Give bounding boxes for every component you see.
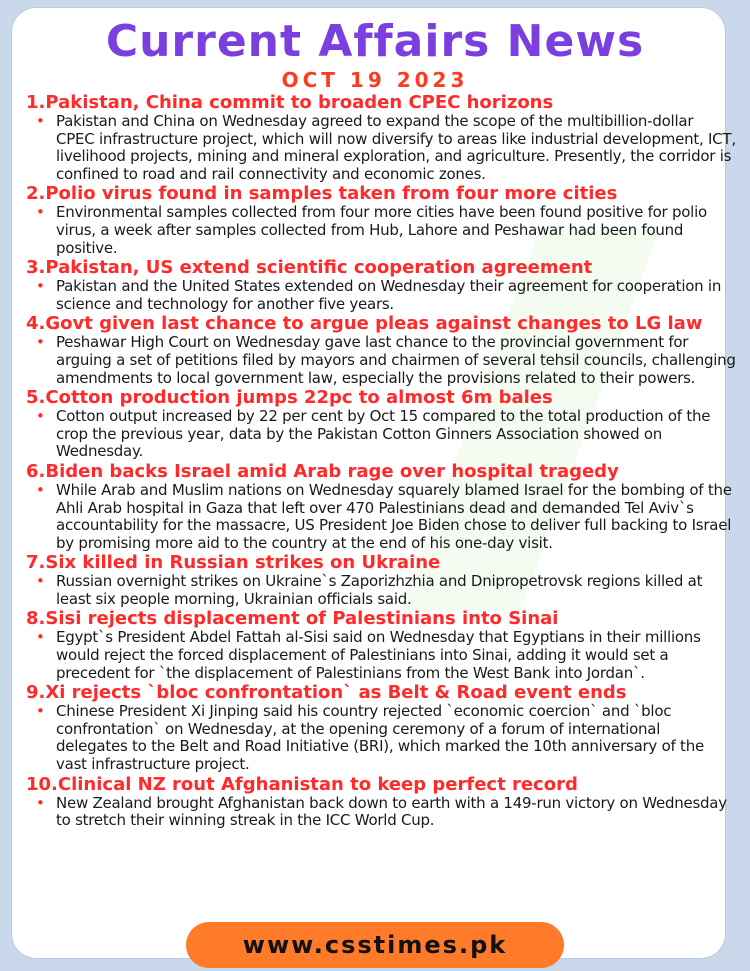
news-headline: 4.Govt given last chance to argue pleas against changes to LG law <box>26 313 703 335</box>
news-summary-text: Egypt`s President Abdel Fattah al-Sisi said on Wednesday that Egyptians in their millions would reject the forced displacement of Palestinians into Sinai, adding it would set a precedent for `the displacement of Palestinians from the West Bank into Jordan`. <box>56 628 701 682</box>
news-summary-text: Cotton output increased by 22 per cent by Oct 15 compared to the total production of the crop the previous year, data by the Pakistan Cotton Ginners Association showed on Wednesday. <box>56 407 711 461</box>
bullet-icon: • <box>36 333 45 352</box>
website-link[interactable]: www.csstimes.pk <box>186 922 564 968</box>
news-summary-text: New Zealand brought Afghanistan back down to earth with a 149-run victory on Wednesday to stretch their winning streak in the ICC World Cup. <box>56 793 727 830</box>
news-headline: 5.Cotton production jumps 22pc to almost 6m bales <box>26 387 553 409</box>
news-item <box>26 552 736 608</box>
news-item <box>26 461 736 552</box>
news-headline: 2.Polio virus found in samples taken from four more cities <box>26 183 618 205</box>
news-summary <box>26 703 736 773</box>
news-headline: 6.Biden backs Israel amid Arab rage over hospital tragedy <box>26 460 619 482</box>
news-item <box>26 313 736 387</box>
news-summary <box>26 334 736 387</box>
news-item <box>26 257 736 313</box>
news-headline: 8.Sisi rejects displacement of Palestinians into Sinai <box>26 608 559 630</box>
news-summary <box>26 795 736 830</box>
news-summary-text: Chinese President Xi Jinping said his country rejected `economic coercion` and `bloc confrontation` on Wednesday, at the opening ceremony of a forum of international delegates to the Belt and Road Initiative (BRI), which marked the 10th anniversary of the vast infrastructure project. <box>56 702 704 774</box>
news-summary <box>26 278 736 313</box>
news-headline: 1.Pakistan, China commit to broaden CPEC horizons <box>26 92 554 113</box>
news-item <box>26 92 736 183</box>
news-summary <box>26 573 736 608</box>
news-summary-text: Peshawar High Court on Wednesday gave last chance to the provincial government for arguing a set of petitions filed by mayors and chairmen of several tehsil councils, challenging amendments to local government law, especially the provisions related to their powers. <box>56 333 736 387</box>
bullet-icon: • <box>36 628 45 647</box>
bullet-icon: • <box>36 407 45 426</box>
bullet-icon: • <box>36 480 45 499</box>
bullet-icon: • <box>36 112 45 130</box>
news-headline: 9.Xi rejects `bloc confrontation` as Belt & Road event ends <box>26 682 627 704</box>
news-list <box>26 92 736 830</box>
bullet-icon: • <box>36 277 45 296</box>
news-summary-text: Russian overnight strikes on Ukraine`s Zaporizhzhia and Dnipropetrovsk regions killed at least six people morning, Ukrainian officials said. <box>56 572 703 608</box>
news-item <box>26 183 736 257</box>
bullet-icon: • <box>36 793 45 812</box>
news-item <box>26 774 736 830</box>
news-headline: 10.Clinical NZ rout Afghanistan to keep perfect record <box>26 773 578 795</box>
news-summary-text: Pakistan and the United States extended on Wednesday their agreement for cooperation in science and technology for another five years. <box>56 277 722 313</box>
news-summary <box>26 204 736 257</box>
news-item <box>26 682 736 773</box>
bullet-icon: • <box>36 572 45 591</box>
news-item <box>26 608 736 682</box>
news-summary <box>26 482 736 552</box>
news-summary <box>26 408 736 461</box>
news-summary <box>26 629 736 682</box>
news-headline: 3.Pakistan, US extend scientific cooperation agreement <box>26 257 593 279</box>
news-summary-text: Environmental samples collected from four more cities have been found positive for polio virus, a week after samples collected from Hub, Lahore and Peshawar had been found positive. <box>56 203 707 257</box>
news-summary <box>26 113 736 183</box>
date-label: OCT 19 2023 <box>281 68 469 92</box>
page-title: Current Affairs News <box>105 16 645 67</box>
news-headline: 7.Six killed in Russian strikes on Ukraine <box>26 552 441 574</box>
news-summary-text: While Arab and Muslim nations on Wednesday squarely blamed Israel for the bombing of the Ahli Arab hospital in Gaza that left over 470 Palestinians dead and demanded Tel Aviv`s accountability for the massacre, US President Joe Biden chose to deliver full backing to Israel by promising more aid to the country at the end of his one-day visit. <box>56 480 732 552</box>
news-item <box>26 387 736 461</box>
bullet-icon: • <box>36 203 45 222</box>
bullet-icon: • <box>36 702 45 721</box>
news-summary-text: Pakistan and China on Wednesday agreed to expand the scope of the multibillion-dollar CPEC infrastructure project, which will now diversify to areas like industrial development, ICT, livelihood projects, mining and mineral exploration, and agriculture. Presently, the corridor is confined to road and rail connectivity and economic zones. <box>56 112 736 183</box>
